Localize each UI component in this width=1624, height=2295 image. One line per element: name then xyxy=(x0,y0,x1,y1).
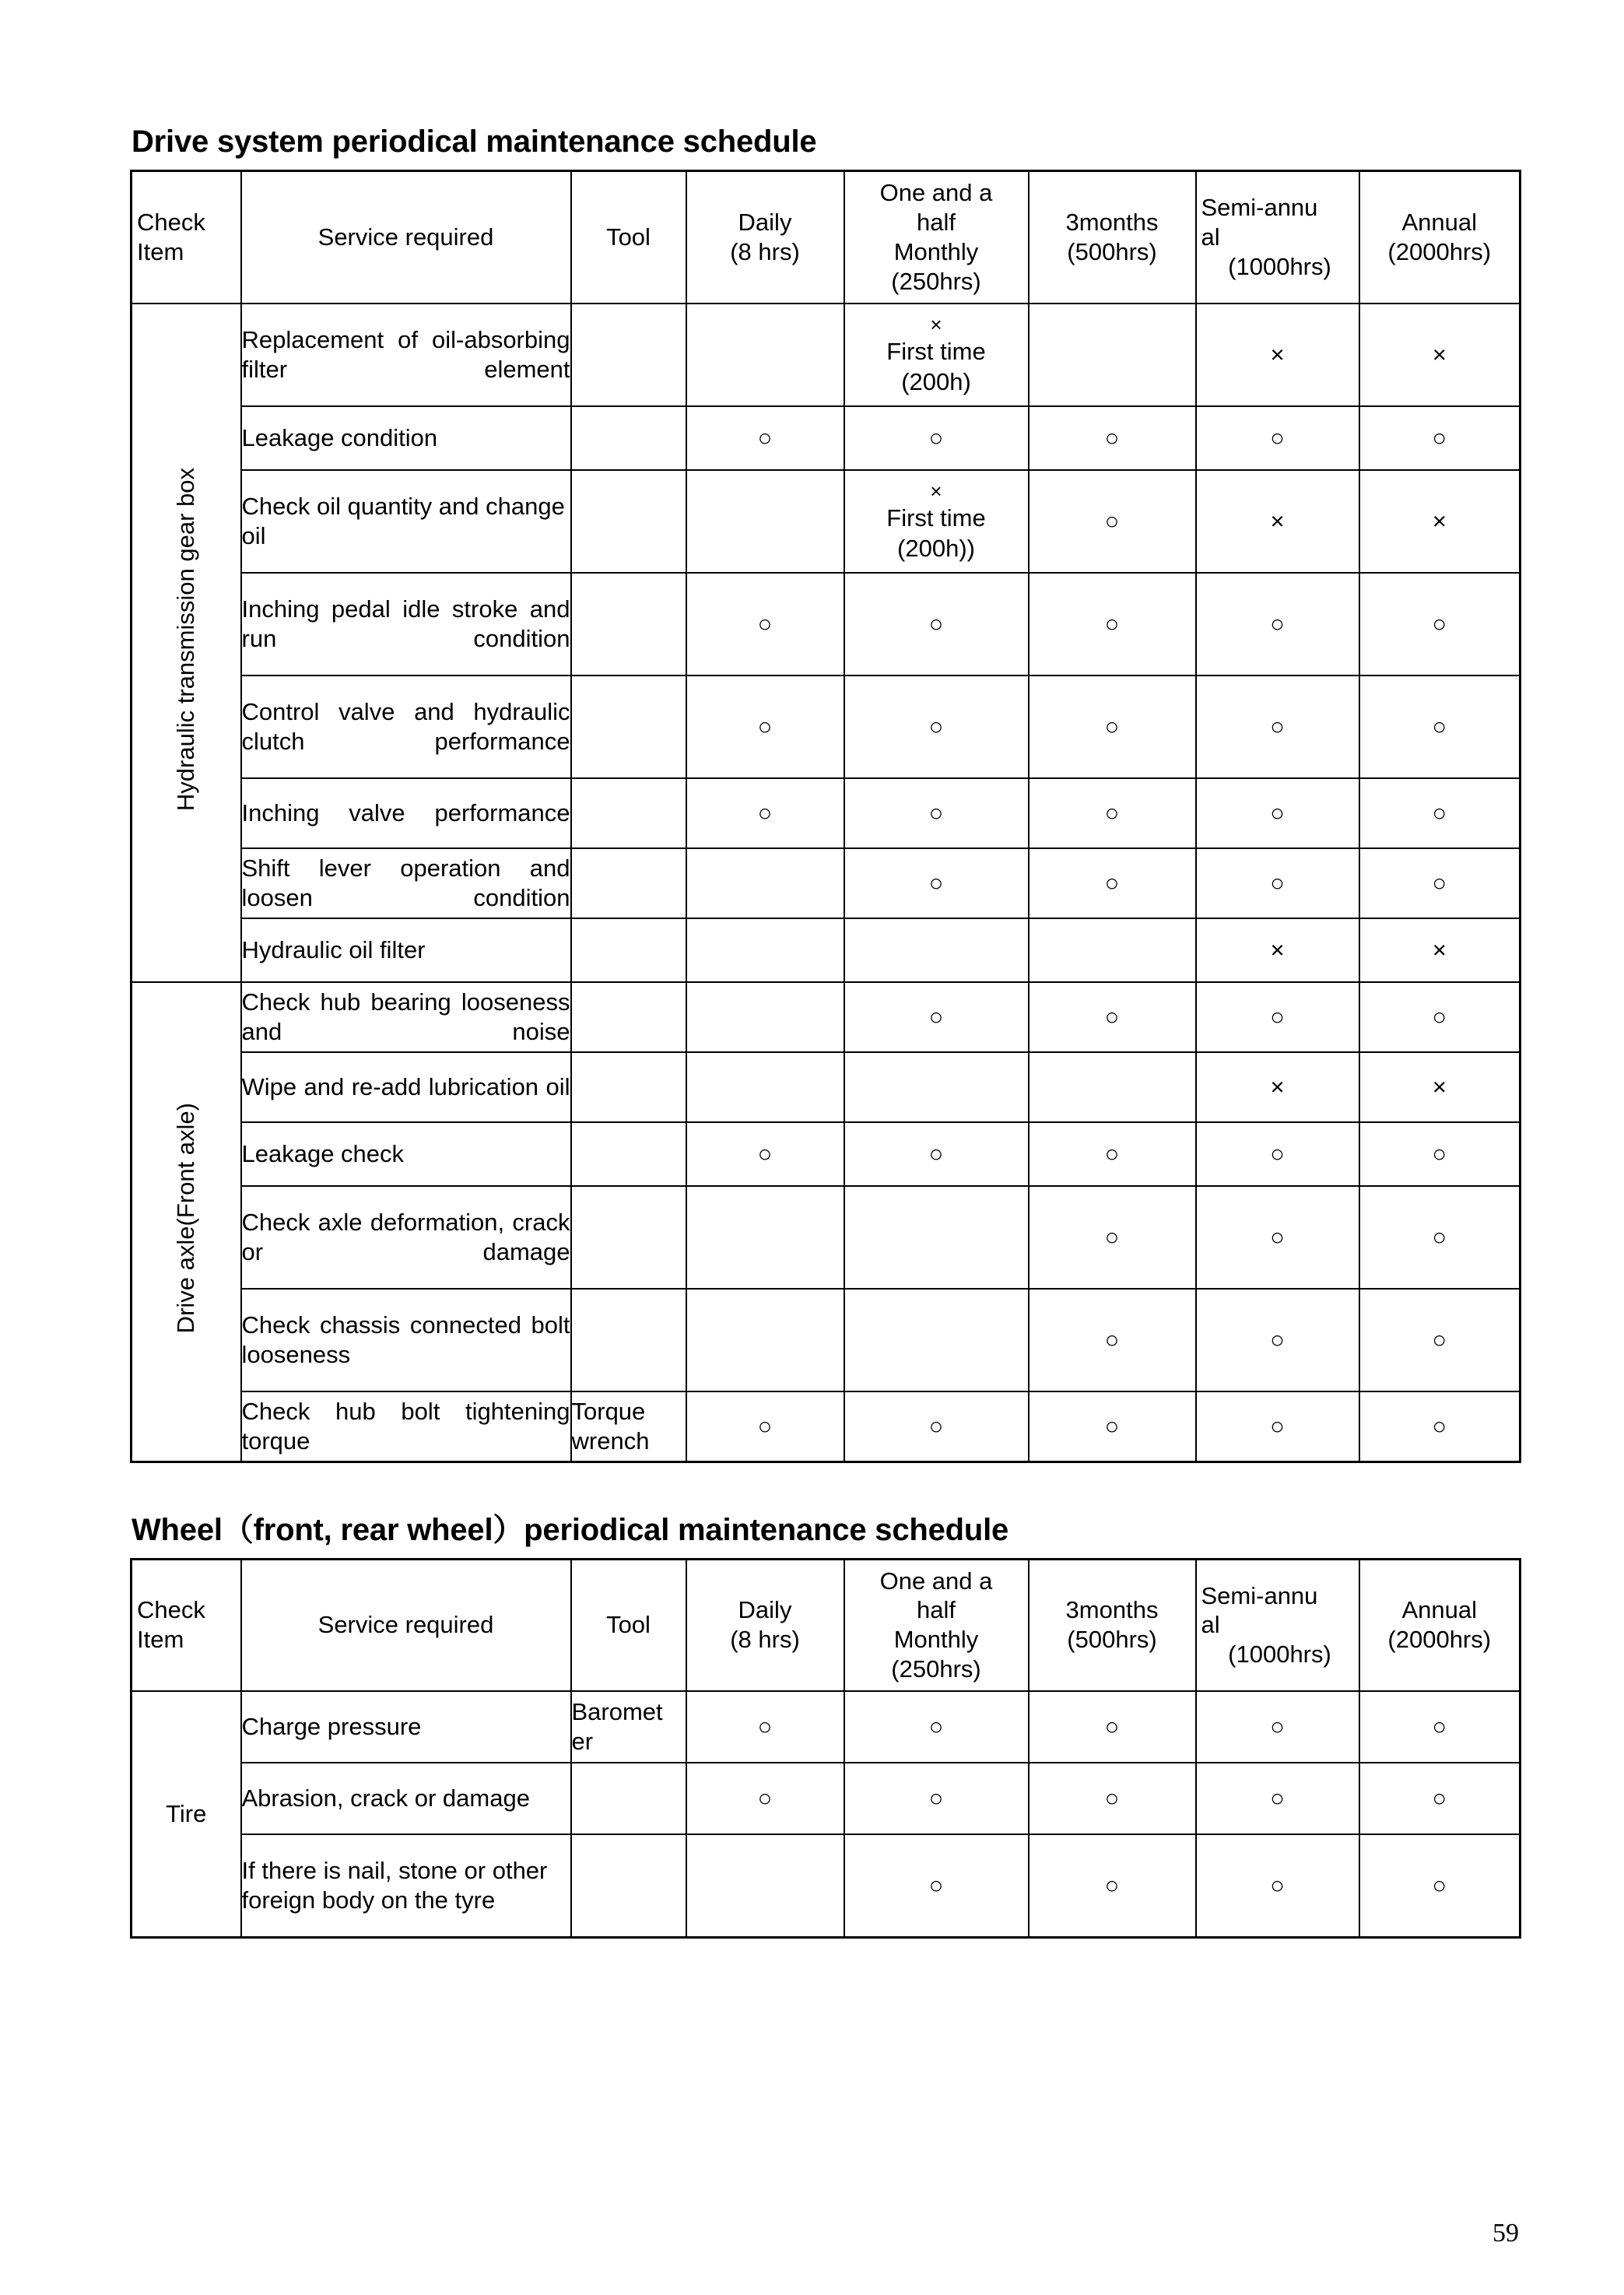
service-cell: Wipe and re-add lubrication oil xyxy=(241,1052,571,1122)
mark-daily xyxy=(686,1052,844,1122)
mark-three-months: ○ xyxy=(1029,573,1196,676)
tool-cell xyxy=(571,406,686,470)
mark-annual: ○ xyxy=(1359,406,1521,470)
table-row xyxy=(132,778,1521,848)
mark-annual: ○ xyxy=(1359,1691,1521,1763)
mark-three-months: ○ xyxy=(1029,982,1196,1052)
mark-three-months: ○ xyxy=(1029,778,1196,848)
mark-daily xyxy=(686,470,844,573)
mark-annual: ○ xyxy=(1359,848,1521,918)
column-header-annual: Annual (2000hrs) xyxy=(1359,171,1521,304)
tool-cell xyxy=(571,1186,686,1289)
group-label-drive-axle-front-axle: Drive axle(Front axle) xyxy=(132,982,241,1462)
mark-three-months xyxy=(1029,304,1196,406)
tool-cell xyxy=(571,676,686,778)
mark-semi-annual: ○ xyxy=(1196,1122,1359,1186)
table-header xyxy=(132,1559,1521,1691)
service-cell: If there is nail, stone or other foreign body on the tyre xyxy=(241,1834,571,1938)
column-header-daily: Daily (8 hrs) xyxy=(686,1559,844,1691)
mark-half-monthly: ○ xyxy=(844,573,1029,676)
table-row xyxy=(132,1391,1521,1462)
mark-half-monthly xyxy=(844,918,1029,982)
service-cell: Check chassis connected bolt looseness xyxy=(241,1289,571,1391)
mark-three-months: ○ xyxy=(1029,1186,1196,1289)
column-header-one-and-a-half-monthly: One and a half Monthly (250hrs) xyxy=(844,1559,1029,1691)
column-header-service-required: Service required xyxy=(241,171,571,304)
mark-three-months: ○ xyxy=(1029,676,1196,778)
service-cell: Charge pressure xyxy=(241,1691,571,1763)
tool-cell xyxy=(571,1289,686,1391)
mark-annual: ○ xyxy=(1359,1834,1521,1938)
mark-semi-annual: ○ xyxy=(1196,406,1359,470)
mark-half-monthly: ○ xyxy=(844,1122,1029,1186)
mark-semi-annual: × xyxy=(1196,1052,1359,1122)
mark-semi-annual: ○ xyxy=(1196,676,1359,778)
mark-daily: ○ xyxy=(686,778,844,848)
table-row xyxy=(132,304,1521,406)
drive-system-maintenance-table xyxy=(130,170,1521,1463)
tool-cell xyxy=(571,1052,686,1122)
table-row xyxy=(132,676,1521,778)
mark-annual: ○ xyxy=(1359,778,1521,848)
column-header-service-required: Service required xyxy=(241,1559,571,1691)
tool-cell xyxy=(571,1122,686,1186)
tool-cell xyxy=(571,982,686,1052)
service-cell: Check hub bearing looseness and noise xyxy=(241,982,571,1052)
column-header-check-item: Check Item xyxy=(132,171,241,304)
mark-half-monthly: × First time (200h) xyxy=(844,304,1029,406)
mark-annual: ○ xyxy=(1359,676,1521,778)
page-number: 59 xyxy=(1492,2219,1519,2248)
mark-semi-annual: ○ xyxy=(1196,982,1359,1052)
mark-three-months xyxy=(1029,918,1196,982)
mark-daily xyxy=(686,982,844,1052)
mark-semi-annual: ○ xyxy=(1196,1391,1359,1462)
service-cell: Abrasion, crack or damage xyxy=(241,1763,571,1834)
column-header-one-and-a-half-monthly: One and a half Monthly (250hrs) xyxy=(844,171,1029,304)
mark-half-monthly: ○ xyxy=(844,1834,1029,1938)
service-cell: Leakage condition xyxy=(241,406,571,470)
column-header-annual: Annual (2000hrs) xyxy=(1359,1559,1521,1691)
mark-semi-annual: ○ xyxy=(1196,1691,1359,1763)
mark-daily: ○ xyxy=(686,1691,844,1763)
column-header-semi-annual: Semi-annu al (1000hrs) xyxy=(1196,1559,1359,1691)
mark-annual: × xyxy=(1359,470,1521,573)
mark-annual: × xyxy=(1359,304,1521,406)
table-row xyxy=(132,406,1521,470)
mark-three-months: ○ xyxy=(1029,470,1196,573)
column-header-tool: Tool xyxy=(571,1559,686,1691)
page-title-wheel: Wheel（front, rear wheel）periodical maintenance schedule xyxy=(132,1512,1009,1547)
mark-annual: ○ xyxy=(1359,1122,1521,1186)
table-row xyxy=(132,1289,1521,1391)
mark-half-monthly: × First time (200h)) xyxy=(844,470,1029,573)
mark-half-monthly xyxy=(844,1186,1029,1289)
table-body xyxy=(132,304,1521,1462)
table-row xyxy=(132,848,1521,918)
mark-daily xyxy=(686,1289,844,1391)
mark-annual: ○ xyxy=(1359,1763,1521,1834)
mark-three-months: ○ xyxy=(1029,406,1196,470)
mark-annual: ○ xyxy=(1359,982,1521,1052)
mark-daily xyxy=(686,918,844,982)
table-row xyxy=(132,470,1521,573)
table-header xyxy=(132,171,1521,304)
mark-semi-annual: ○ xyxy=(1196,1289,1359,1391)
mark-semi-annual: × xyxy=(1196,470,1359,573)
table-body xyxy=(132,1691,1521,1938)
mark-half-monthly: ○ xyxy=(844,676,1029,778)
service-cell: Check hub bolt tightening torque xyxy=(241,1391,571,1462)
mark-annual: × xyxy=(1359,918,1521,982)
service-cell: Shift lever operation and loosen condition xyxy=(241,848,571,918)
column-header-semi-annual: Semi-annu al (1000hrs) xyxy=(1196,171,1359,304)
column-header-three-months: 3months (500hrs) xyxy=(1029,171,1196,304)
page-title-drive-system: Drive system periodical maintenance schedule xyxy=(132,125,817,159)
tool-cell xyxy=(571,304,686,406)
column-header-three-months: 3months (500hrs) xyxy=(1029,1559,1196,1691)
mark-half-monthly: ○ xyxy=(844,1691,1029,1763)
table-row xyxy=(132,1834,1521,1938)
tool-cell xyxy=(571,848,686,918)
mark-half-monthly xyxy=(844,1052,1029,1122)
service-cell: Inching pedal idle stroke and run condition xyxy=(241,573,571,676)
mark-three-months: ○ xyxy=(1029,1763,1196,1834)
mark-daily: ○ xyxy=(686,676,844,778)
wheel-maintenance-table xyxy=(130,1558,1521,1939)
tool-cell xyxy=(571,918,686,982)
mark-daily: ○ xyxy=(686,406,844,470)
table-row xyxy=(132,573,1521,676)
mark-three-months: ○ xyxy=(1029,1289,1196,1391)
mark-annual: ○ xyxy=(1359,573,1521,676)
mark-semi-annual: × xyxy=(1196,918,1359,982)
mark-daily: ○ xyxy=(686,1763,844,1834)
table-row xyxy=(132,982,1521,1052)
mark-daily xyxy=(686,848,844,918)
mark-semi-annual: ○ xyxy=(1196,1834,1359,1938)
table-row xyxy=(132,1763,1521,1834)
service-cell: Leakage check xyxy=(241,1122,571,1186)
tool-cell xyxy=(571,573,686,676)
mark-annual: ○ xyxy=(1359,1186,1521,1289)
mark-semi-annual: ○ xyxy=(1196,1763,1359,1834)
group-label-tire: Tire xyxy=(132,1691,241,1938)
table-row xyxy=(132,1186,1521,1289)
column-header-daily: Daily (8 hrs) xyxy=(686,171,844,304)
mark-daily: ○ xyxy=(686,1122,844,1186)
table-row xyxy=(132,1691,1521,1763)
table-header-row xyxy=(132,171,1521,304)
tool-cell: Torque wrench xyxy=(571,1391,686,1462)
mark-half-monthly: ○ xyxy=(844,848,1029,918)
mark-daily: ○ xyxy=(686,573,844,676)
service-cell: Check oil quantity and change oil xyxy=(241,470,571,573)
table-row xyxy=(132,918,1521,982)
tool-cell xyxy=(571,1834,686,1938)
mark-three-months: ○ xyxy=(1029,1834,1196,1938)
mark-half-monthly: ○ xyxy=(844,1391,1029,1462)
mark-daily xyxy=(686,304,844,406)
mark-daily: ○ xyxy=(686,1391,844,1462)
mark-half-monthly xyxy=(844,1289,1029,1391)
mark-semi-annual: × xyxy=(1196,304,1359,406)
mark-semi-annual: ○ xyxy=(1196,573,1359,676)
mark-three-months: ○ xyxy=(1029,1691,1196,1763)
mark-half-monthly: ○ xyxy=(844,982,1029,1052)
mark-annual: ○ xyxy=(1359,1289,1521,1391)
table-header-row xyxy=(132,1559,1521,1691)
service-cell: Replacement of oil-absorbing filter element xyxy=(241,304,571,406)
tool-cell: Baromet er xyxy=(571,1691,686,1763)
service-cell: Check axle deformation, crack or damage xyxy=(241,1186,571,1289)
mark-daily xyxy=(686,1186,844,1289)
group-label-hydraulic-transmission-gear-box: Hydraulic transmission gear box xyxy=(132,304,241,982)
service-cell: Control valve and hydraulic clutch performance xyxy=(241,676,571,778)
mark-semi-annual: ○ xyxy=(1196,778,1359,848)
mark-three-months: ○ xyxy=(1029,848,1196,918)
column-header-tool: Tool xyxy=(571,171,686,304)
mark-three-months xyxy=(1029,1052,1196,1122)
service-cell: Hydraulic oil filter xyxy=(241,918,571,982)
mark-half-monthly: ○ xyxy=(844,406,1029,470)
tool-cell xyxy=(571,470,686,573)
table-row xyxy=(132,1052,1521,1122)
mark-three-months: ○ xyxy=(1029,1122,1196,1186)
mark-daily xyxy=(686,1834,844,1938)
mark-semi-annual: ○ xyxy=(1196,848,1359,918)
tool-cell xyxy=(571,1763,686,1834)
mark-semi-annual: ○ xyxy=(1196,1186,1359,1289)
mark-half-monthly: ○ xyxy=(844,778,1029,848)
table-row xyxy=(132,1122,1521,1186)
mark-annual: × xyxy=(1359,1052,1521,1122)
mark-annual: ○ xyxy=(1359,1391,1521,1462)
service-cell: Inching valve performance xyxy=(241,778,571,848)
column-header-check-item: Check Item xyxy=(132,1559,241,1691)
tool-cell xyxy=(571,778,686,848)
mark-three-months: ○ xyxy=(1029,1391,1196,1462)
mark-half-monthly: ○ xyxy=(844,1763,1029,1834)
